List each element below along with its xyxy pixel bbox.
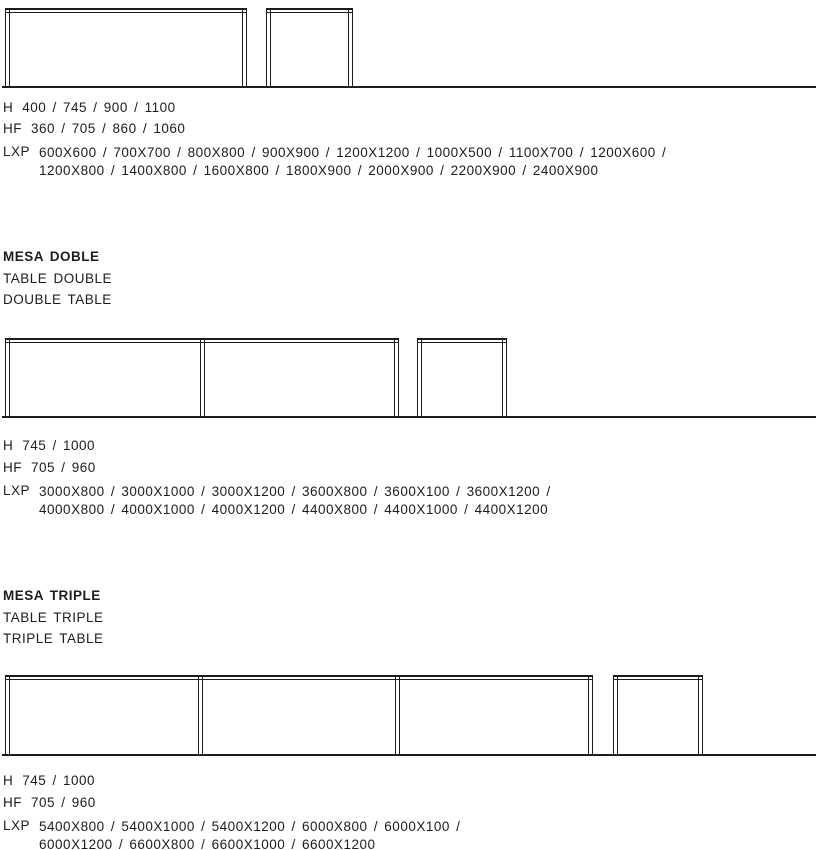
spec-row-h	[3, 438, 95, 453]
table-leg-left	[5, 338, 10, 418]
table-leg-right	[502, 338, 507, 418]
tabletop	[417, 338, 507, 343]
ground-line	[2, 754, 816, 756]
single-table-front-view	[5, 8, 247, 87]
tabletop	[5, 675, 593, 680]
single-table-side-view	[266, 8, 353, 87]
table-leg-left	[613, 675, 618, 755]
spec-label-lxp: LXP	[3, 144, 31, 159]
ground-line	[2, 86, 816, 88]
section-title-mesa-triple: MESA TRIPLE	[3, 588, 101, 603]
spec-row-hf	[3, 121, 185, 136]
spec-values-lxp-line2: 1200X800 / 1400X800 / 1600X800 / 1800X900 / 2000X900 / 2200X900 / 2400X900	[39, 162, 599, 178]
spec-values-lxp	[39, 818, 460, 850]
spec-label-hf: HF	[3, 795, 22, 810]
tabletop	[266, 8, 353, 13]
spec-values-lxp	[39, 483, 551, 518]
spec-values-lxp-line1: 3000X800 / 3000X1000 / 3000X1200 / 3600X800 / 3600X100 / 3600X1200 /	[39, 484, 551, 499]
spec-row-lxp	[3, 818, 460, 850]
double-table-side-view	[417, 338, 507, 418]
tabletop	[613, 675, 703, 680]
spec-values-h: 745 / 1000	[22, 438, 96, 453]
spec-row-hf	[3, 795, 96, 810]
spec-values-hf: 705 / 960	[31, 460, 96, 475]
spec-label-lxp: LXP	[3, 818, 31, 833]
table-leg-right	[698, 675, 703, 755]
table-leg-middle-1	[198, 675, 203, 755]
spec-row-h	[3, 773, 95, 788]
spec-label-hf: HF	[3, 460, 22, 475]
section-subtitle-table-triple: TABLE TRIPLE	[3, 610, 104, 625]
section-subtitle-table-double: TABLE DOUBLE	[3, 271, 113, 286]
spec-label-h: H	[3, 438, 14, 453]
spec-values-h: 400 / 745 / 900 / 1100	[22, 100, 176, 115]
spec-values-lxp	[39, 144, 666, 179]
spec-label-h: H	[3, 773, 14, 788]
triple-table-front-view	[5, 675, 593, 755]
triple-table-side-view	[613, 675, 703, 755]
spec-label-hf: HF	[3, 121, 22, 136]
spec-values-h: 745 / 1000	[22, 773, 96, 788]
spec-label-lxp: LXP	[3, 483, 31, 498]
table-leg-right	[348, 8, 353, 87]
section-subtitle-double-table: DOUBLE TABLE	[3, 292, 112, 307]
section-subtitle-triple-table: TRIPLE TABLE	[3, 631, 104, 646]
table-leg-left	[5, 8, 10, 87]
table-leg-middle	[200, 338, 205, 418]
table-leg-right	[394, 338, 399, 418]
spec-values-lxp-line1: 5400X800 / 5400X1000 / 5400X1200 / 6000X800 / 6000X100 /	[39, 819, 461, 834]
spec-values-hf: 360 / 705 / 860 / 1060	[31, 121, 186, 136]
spec-row-h	[3, 100, 176, 115]
spec-values-hf: 705 / 960	[31, 795, 96, 810]
table-leg-right	[242, 8, 247, 87]
table-leg-right	[588, 675, 593, 755]
table-leg-left	[417, 338, 422, 418]
spec-label-h: H	[3, 100, 14, 115]
ground-line	[2, 416, 816, 418]
section-title-mesa-doble: MESA DOBLE	[3, 249, 100, 264]
double-table-front-view	[5, 338, 399, 418]
spec-values-lxp-line2: 6000X1200 / 6600X800 / 6600X1000 / 6600X1200	[39, 836, 376, 850]
spec-row-hf	[3, 460, 96, 475]
spec-values-lxp-line1: 600X600 / 700X700 / 800X800 / 900X900 / 1200X1200 / 1000X500 / 1100X700 / 1200X600 /	[39, 145, 667, 160]
table-leg-middle-2	[395, 675, 400, 755]
spec-values-lxp-line2: 4000X800 / 4000X1000 / 4000X1200 / 4400X800 / 4400X1000 / 4400X1200	[39, 501, 549, 517]
spec-row-lxp	[3, 144, 666, 179]
table-leg-left	[266, 8, 271, 87]
table-leg-left	[5, 675, 10, 755]
tabletop	[5, 8, 247, 13]
spec-row-lxp	[3, 483, 551, 518]
